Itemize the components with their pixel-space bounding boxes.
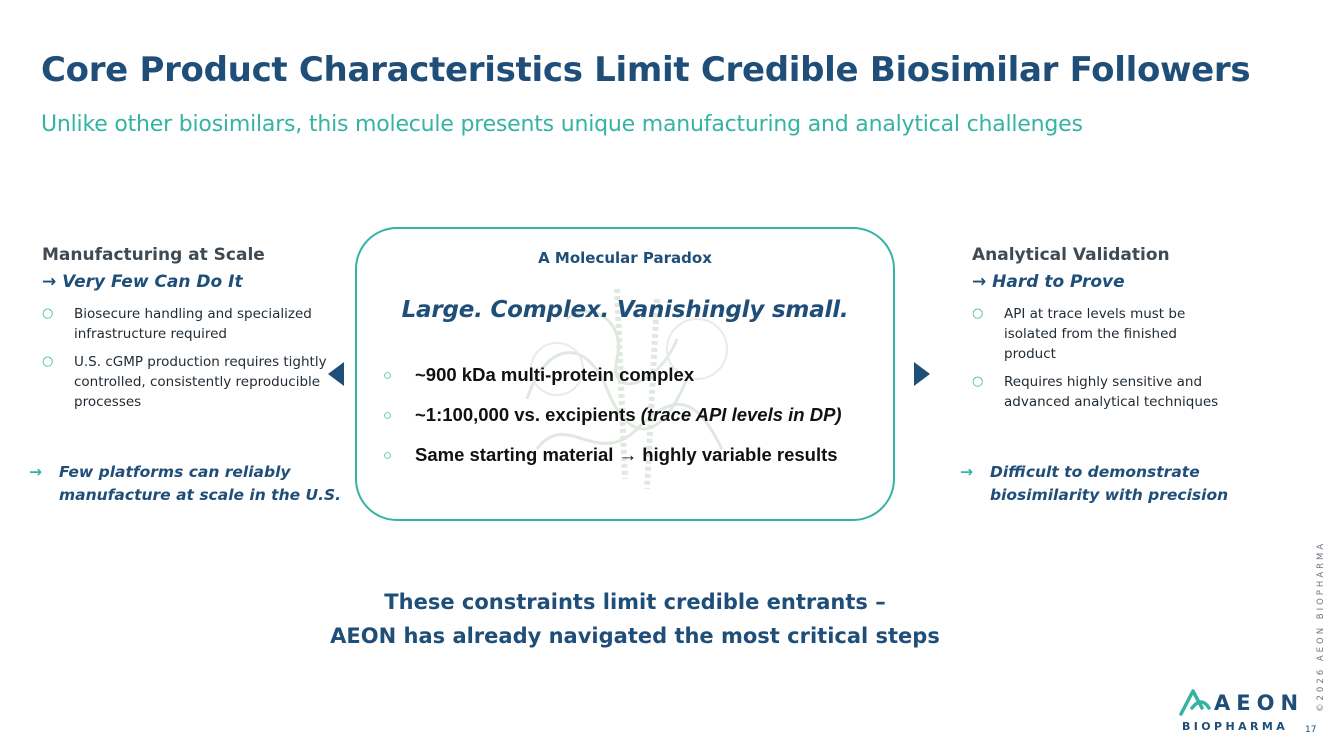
arrow-right-icon: → (960, 463, 973, 481)
analytical-tagline: → Hard to Prove (972, 272, 1125, 292)
aeon-logo-mark-icon (1178, 686, 1212, 718)
analytical-conclusion: → Difficult to demonstrate biosimilarity with precision (960, 463, 1229, 504)
manufacturing-panel (42, 243, 342, 420)
list-item: ○ ~900 kDa multi-protein complex (383, 363, 842, 387)
list-item: ○ Requires highly sensitive and advanced analytical techniques (972, 374, 1219, 410)
list-item: ○ ~1:100,000 vs. excipients (trace API levels in DP) (383, 403, 842, 427)
manufacturing-bullets (42, 304, 342, 412)
analytical-bullets (972, 304, 1222, 412)
copyright-notice (1308, 540, 1326, 712)
list-item: ○ Same starting material → highly variable results (383, 443, 842, 467)
manufacturing-heading: Manufacturing at Scale (42, 245, 265, 265)
analytical-panel (972, 243, 1272, 420)
list-item: ○ U.S. cGMP production requires tightly controlled, consistently reproducible processes (42, 354, 327, 410)
paradox-points (383, 363, 842, 483)
molecular-paradox-box (355, 227, 895, 521)
bullet-circle-icon: ○ (383, 367, 393, 384)
analytical-heading: Analytical Validation (972, 245, 1170, 265)
bottom-message-line1: These constraints limit credible entrants – (384, 590, 886, 614)
arrow-right-icon: → (29, 463, 42, 481)
bullet-circle-icon: ○ (972, 306, 984, 321)
copyright-text: ©2026 AEON BIOPHARMA (1316, 540, 1326, 712)
bullet-circle-icon: ○ (42, 354, 54, 369)
bullet-circle-icon: ○ (383, 407, 393, 424)
manufacturing-conclusion: → Few platforms can reliably manufacture at scale in the U.S. (29, 463, 342, 504)
triangle-left-icon (328, 362, 344, 386)
manufacturing-tagline: → Very Few Can Do It (42, 272, 243, 292)
aeon-logo (1178, 686, 1305, 736)
slide-subtitle: Unlike other biosimilars, this molecule presents unique manufacturing and analytical challenges (41, 112, 1083, 137)
list-item: ○ Biosecure handling and specialized infrastructure required (42, 306, 312, 342)
bullet-circle-icon: ○ (42, 306, 54, 321)
bottom-message (0, 585, 1270, 653)
bullet-circle-icon: ○ (383, 447, 393, 464)
list-item: ○ API at trace levels must be isolated from the finished product (972, 306, 1186, 362)
page-number: 17 (1305, 725, 1317, 735)
triangle-right-icon (914, 362, 930, 386)
logo-subtext: BIOPHARMA (1182, 720, 1289, 733)
bullet-circle-icon: ○ (972, 374, 984, 389)
slide-title: Core Product Characteristics Limit Credible Biosimilar Followers (41, 50, 1251, 90)
bottom-message-line2: AEON has already navigated the most critical steps (330, 624, 940, 648)
paradox-headline: Large. Complex. Vanishingly small. (401, 297, 849, 323)
paradox-label: A Molecular Paradox (538, 249, 712, 267)
logo-wordmark: AEON (1214, 691, 1305, 715)
